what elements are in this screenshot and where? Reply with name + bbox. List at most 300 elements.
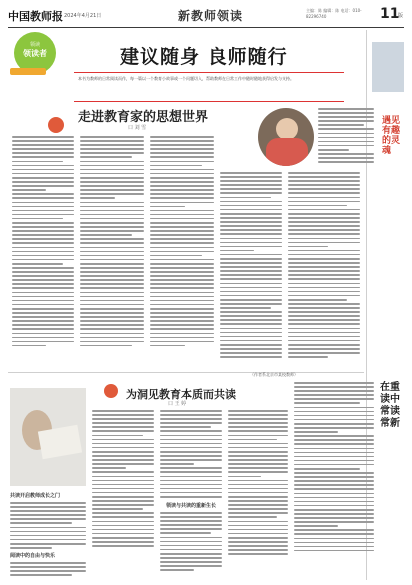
article2-column-3: [160, 410, 222, 500]
text-line: [80, 287, 144, 289]
text-line: [160, 414, 222, 416]
text-line: [80, 316, 144, 318]
text-line: [150, 263, 214, 265]
text-line: [12, 214, 74, 216]
text-line: [294, 517, 374, 519]
text-line: [80, 173, 144, 175]
page-number: 11: [380, 6, 400, 22]
text-line: [92, 443, 154, 445]
text-line: [150, 165, 202, 167]
text-line: [294, 493, 374, 495]
text-line: [80, 251, 144, 253]
text-line: [220, 180, 282, 182]
text-line: [12, 218, 63, 220]
text-line: [294, 468, 360, 470]
text-line: [92, 525, 154, 527]
text-line: [228, 496, 288, 498]
text-line: [288, 205, 347, 207]
text-line: [150, 181, 214, 183]
text-line: [220, 311, 282, 313]
text-line: [12, 242, 74, 244]
text-line: [92, 467, 126, 469]
text-line: [92, 508, 143, 510]
intro-text: 本书为教师的日常阅读而作，每一篇以一个教育小故事或一个问题切入，帮助教师在日常工作中随时随地获得启发与支持。: [78, 76, 294, 81]
text-line: [80, 271, 144, 273]
article2-column-1b: [10, 562, 86, 578]
text-line: [150, 320, 214, 322]
page-headline: 建议随身 良师随行: [120, 46, 288, 68]
text-line: [10, 527, 86, 529]
sidebar2-column: [294, 382, 374, 554]
text-line: [92, 422, 154, 424]
text-line: [92, 529, 154, 531]
article1-title: 走进教育家的思想世界: [78, 110, 209, 125]
text-line: [294, 415, 374, 417]
text-line: [92, 545, 154, 547]
portrait-body: [266, 138, 308, 166]
text-line: [150, 136, 214, 138]
text-line: [160, 492, 222, 494]
text-line: [150, 333, 214, 335]
text-line: [160, 565, 222, 567]
text-line: [12, 177, 74, 179]
article2-column-1: [10, 502, 86, 551]
text-line: [160, 430, 222, 432]
masthead: [8, 4, 404, 28]
text-line: [80, 144, 144, 146]
text-line: [220, 262, 282, 264]
text-line: [80, 156, 132, 158]
text-line: [220, 266, 282, 268]
text-line: [92, 430, 154, 432]
article1-column-3: [150, 136, 214, 349]
text-line: [220, 270, 282, 272]
text-line: [228, 471, 288, 473]
text-line: [150, 226, 214, 228]
text-line: [80, 267, 144, 269]
text-line: [150, 206, 185, 208]
text-line: [288, 283, 360, 285]
text-line: [12, 185, 74, 187]
text-line: [294, 464, 374, 466]
text-line: [10, 522, 72, 524]
text-line: [288, 184, 360, 186]
text-line: [92, 414, 154, 416]
text-line: [318, 149, 349, 151]
text-line: [150, 161, 214, 163]
text-line: [288, 299, 347, 301]
editor-info: 主编：陈 编辑：陈 电话：010-82296740: [306, 8, 362, 19]
text-line: [12, 328, 74, 330]
text-line: [160, 545, 222, 547]
text-line: [150, 210, 214, 212]
text-line: [220, 238, 282, 240]
text-line: [220, 340, 282, 342]
text-line: [92, 512, 154, 514]
text-line: [228, 418, 288, 420]
text-line: [10, 574, 72, 576]
text-line: [80, 165, 144, 167]
text-line: [80, 345, 132, 347]
text-line: [288, 221, 360, 223]
text-line: [10, 518, 86, 520]
text-line: [294, 484, 374, 486]
text-line: [160, 516, 222, 518]
text-line: [294, 505, 374, 507]
text-line: [160, 537, 222, 539]
text-line: [150, 308, 214, 310]
text-line: [220, 246, 282, 248]
issue-date: 2024年4月21日: [64, 13, 102, 19]
text-line: [80, 304, 144, 306]
text-line: [220, 225, 282, 227]
text-line: [150, 296, 214, 298]
text-line: [160, 561, 222, 563]
text-line: [150, 304, 214, 306]
text-line: [294, 480, 374, 482]
text-line: [92, 541, 154, 543]
text-line: [150, 189, 214, 191]
text-line: [294, 394, 374, 396]
text-line: [294, 448, 374, 450]
text-line: [220, 295, 282, 297]
text-line: [80, 337, 144, 339]
text-line: [80, 169, 144, 171]
text-line: [160, 455, 222, 457]
text-line: [294, 513, 374, 515]
text-line: [220, 356, 282, 358]
text-line: [288, 352, 360, 354]
page-label: 版: [398, 13, 404, 19]
logo-ribbon: [10, 68, 46, 75]
text-line: [80, 234, 132, 236]
text-line: [294, 472, 374, 474]
text-line: [150, 328, 214, 330]
text-line: [150, 169, 214, 171]
text-line: [228, 480, 288, 482]
text-line: [288, 217, 360, 219]
text-line: [150, 144, 214, 146]
text-line: [12, 300, 74, 302]
text-line: [80, 197, 115, 199]
text-line: [92, 484, 154, 486]
text-line: [288, 344, 360, 346]
text-line: [92, 410, 154, 412]
text-line: [80, 292, 144, 294]
author-portrait-photo: [258, 108, 314, 166]
text-line: [288, 213, 360, 215]
text-line: [220, 348, 282, 350]
text-line: [80, 308, 144, 310]
text-line: [80, 202, 144, 204]
text-line: [228, 410, 288, 412]
text-line: [150, 255, 202, 257]
text-line: [288, 250, 360, 252]
text-line: [150, 312, 214, 314]
text-line: [294, 456, 374, 458]
text-line: [150, 218, 214, 220]
text-line: [150, 283, 214, 285]
text-line: [288, 188, 360, 190]
text-line: [12, 251, 74, 253]
article1-column-5: [288, 172, 360, 360]
text-line: [10, 539, 86, 541]
text-line: [12, 165, 74, 167]
text-line: [12, 271, 74, 273]
text-line: [288, 172, 360, 174]
text-line: [12, 152, 74, 154]
text-line: [160, 435, 222, 437]
text-line: [318, 161, 374, 163]
text-line: [294, 390, 374, 392]
text-line: [150, 337, 214, 339]
text-line: [160, 463, 194, 465]
text-line: [150, 214, 214, 216]
text-line: [10, 506, 86, 508]
text-line: [294, 386, 374, 388]
article1-column-1: [12, 136, 74, 349]
text-line: [80, 263, 144, 265]
text-line: [294, 521, 374, 523]
article1-column-4: [220, 172, 282, 360]
text-line: [228, 443, 288, 445]
text-line: [288, 176, 360, 178]
text-line: [92, 447, 154, 449]
text-line: [92, 516, 154, 518]
text-line: [228, 553, 288, 555]
text-line: [220, 274, 282, 276]
text-line: [12, 296, 74, 298]
text-line: [318, 145, 374, 147]
text-line: [228, 451, 288, 453]
text-line: [288, 303, 360, 305]
text-line: [150, 156, 214, 158]
text-line: [160, 520, 222, 522]
text-line: [288, 336, 360, 338]
text-line: [92, 439, 154, 441]
text-line: [288, 246, 328, 248]
text-line: [160, 471, 222, 473]
text-line: [12, 287, 74, 289]
text-line: [294, 443, 374, 445]
text-line: [12, 222, 74, 224]
text-line: [160, 553, 222, 555]
sidebar1-intro-column: [318, 108, 374, 165]
text-line: [228, 492, 288, 494]
text-line: [294, 460, 374, 462]
text-line: [10, 531, 86, 533]
text-line: [220, 299, 282, 301]
text-line: [294, 476, 374, 478]
text-line: [288, 307, 360, 309]
article2-author: 口 王 婷: [168, 401, 187, 407]
text-line: [12, 148, 74, 150]
text-line: [228, 459, 288, 461]
text-line: [12, 304, 74, 306]
text-line: [160, 549, 222, 551]
text-line: [92, 435, 143, 437]
text-line: [80, 161, 144, 163]
text-line: [294, 525, 338, 527]
text-line: [150, 324, 214, 326]
text-line: [150, 271, 214, 273]
text-line: [10, 543, 86, 545]
text-line: [80, 189, 144, 191]
text-line: [228, 500, 288, 502]
text-line: [150, 251, 214, 253]
text-line: [80, 275, 144, 277]
text-line: [220, 233, 282, 235]
text-line: [150, 152, 214, 154]
text-line: [220, 197, 271, 199]
sidebar1-title: 遇见有趣的灵魂: [382, 116, 401, 156]
text-line: [12, 255, 74, 257]
text-line: [288, 209, 360, 211]
text-line: [288, 242, 360, 244]
article2-subhead-3: 领读与共读的重新生长: [166, 503, 217, 509]
text-line: [12, 308, 74, 310]
text-line: [288, 266, 360, 268]
article2-column-2: [92, 410, 154, 549]
text-line: [294, 509, 374, 511]
text-line: [220, 229, 282, 231]
text-line: [318, 141, 374, 143]
text-line: [12, 238, 74, 240]
text-line: [288, 278, 360, 280]
text-line: [288, 311, 360, 313]
text-line: [220, 217, 282, 219]
text-line: [80, 214, 144, 216]
text-line: [80, 333, 144, 335]
text-line: [150, 292, 214, 294]
article1-author: 口 刘 雪: [128, 125, 147, 131]
text-line: [150, 222, 214, 224]
text-line: [10, 570, 86, 572]
text-line: [294, 452, 374, 454]
text-line: [92, 500, 154, 502]
text-line: [92, 504, 154, 506]
text-line: [80, 255, 144, 257]
text-line: [80, 177, 144, 179]
text-line: [92, 537, 154, 539]
text-line: [228, 488, 288, 490]
article1-column-2: [80, 136, 144, 349]
text-line: [220, 352, 282, 354]
text-line: [220, 201, 282, 203]
text-line: [150, 279, 214, 281]
text-line: [294, 439, 374, 441]
paper-name: 中国教师报: [8, 10, 63, 23]
text-line: [160, 476, 222, 478]
text-line: [12, 169, 74, 171]
text-line: [92, 488, 154, 490]
photo-book: [38, 425, 82, 460]
text-line: [318, 116, 374, 118]
text-line: [12, 206, 74, 208]
text-line: [160, 410, 222, 412]
text-line: [288, 291, 360, 293]
text-line: [80, 300, 144, 302]
text-line: [288, 238, 360, 240]
sidebar2-title: 在重读中常读常新: [380, 382, 400, 429]
text-line: [160, 528, 222, 530]
text-line: [80, 140, 144, 142]
article2-column-4: [228, 410, 288, 557]
text-line: [12, 316, 74, 318]
text-line: [10, 562, 86, 564]
text-line: [92, 480, 154, 482]
text-line: [80, 206, 144, 208]
text-line: [10, 502, 86, 504]
text-line: [92, 463, 154, 465]
text-line: [294, 533, 374, 535]
text-line: [12, 312, 74, 314]
text-line: [220, 344, 282, 346]
text-line: [294, 538, 374, 540]
text-line: [10, 566, 86, 568]
text-line: [12, 161, 63, 163]
text-line: [12, 267, 74, 269]
text-line: [228, 476, 261, 478]
text-line: [318, 128, 374, 130]
text-line: [80, 238, 144, 240]
text-line: [12, 279, 74, 281]
text-line: [228, 455, 288, 457]
text-line: [160, 451, 222, 453]
text-line: [294, 402, 360, 404]
text-line: [80, 136, 144, 138]
text-line: [12, 292, 74, 294]
text-line: [288, 356, 328, 358]
text-line: [288, 332, 360, 334]
text-line: [228, 463, 288, 465]
text-line: [150, 341, 214, 343]
text-line: [150, 242, 214, 244]
text-line: [150, 300, 214, 302]
text-line: [294, 435, 374, 437]
text-line: [294, 497, 374, 499]
text-line: [294, 546, 374, 548]
text-line: [150, 177, 214, 179]
text-line: [92, 418, 154, 420]
text-line: [228, 512, 288, 514]
text-line: [220, 172, 282, 174]
text-line: [220, 176, 282, 178]
text-line: [160, 484, 222, 486]
text-line: [10, 547, 52, 549]
text-line: [12, 320, 74, 322]
text-line: [92, 451, 154, 453]
text-line: [228, 439, 277, 441]
text-line: [318, 112, 374, 114]
text-line: [318, 124, 364, 126]
text-line: [220, 332, 282, 334]
text-line: [160, 426, 211, 428]
text-line: [160, 569, 194, 571]
text-line: [160, 439, 222, 441]
text-line: [220, 250, 254, 252]
text-line: [80, 259, 144, 261]
text-line: [92, 471, 154, 473]
text-line: [92, 459, 154, 461]
text-line: [294, 423, 374, 425]
text-line: [160, 459, 222, 461]
text-line: [80, 230, 144, 232]
text-line: [228, 541, 288, 543]
text-line: [220, 323, 282, 325]
text-line: [220, 221, 282, 223]
logo-main-text: 领读者: [23, 49, 47, 58]
